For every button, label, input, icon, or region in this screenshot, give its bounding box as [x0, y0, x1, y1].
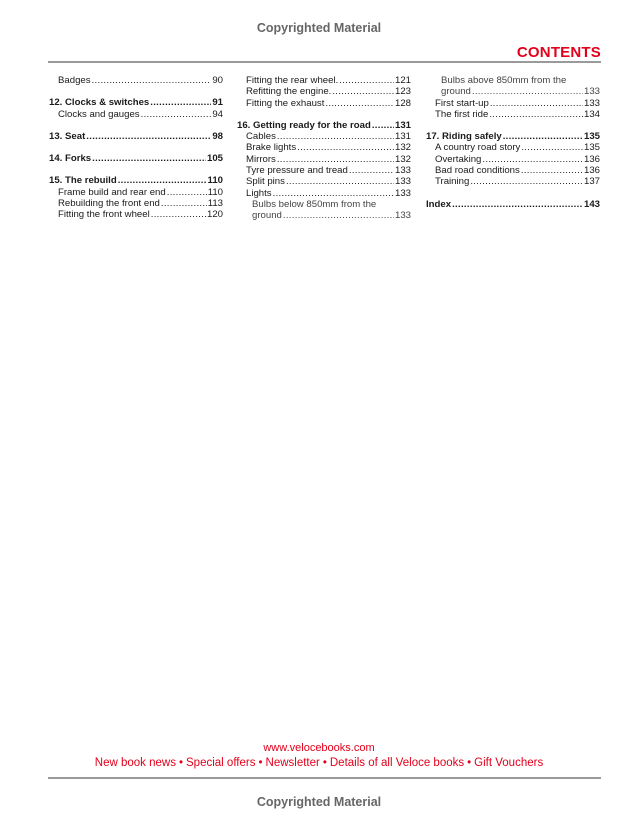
toc-entry-label: Rebuilding the front end: [58, 198, 160, 210]
dot-leader: [372, 120, 394, 131]
toc-page-number: 131: [394, 119, 411, 131]
toc-entry-label: Mirrors: [246, 153, 276, 165]
dot-leader: [332, 86, 394, 97]
dot-leader: [161, 198, 207, 209]
toc-page-number: 110: [207, 186, 223, 198]
toc-entry-label: Cables: [246, 131, 276, 143]
toc-page-number: 113: [207, 198, 223, 210]
toc-spacer: [49, 142, 223, 153]
dot-leader: [92, 153, 206, 164]
toc-entry-label: ground: [441, 86, 471, 98]
toc-page-number: 134: [583, 108, 600, 120]
toc-spacer: [49, 164, 223, 175]
toc-spacer: [426, 120, 600, 131]
bullet-separator: •: [178, 757, 184, 769]
toc-page-number: 131: [394, 131, 411, 143]
dot-leader: [167, 187, 207, 198]
dot-leader: [141, 109, 212, 120]
toc-page-number: 133: [394, 210, 411, 222]
toc-entry-label: Tyre pressure and tread: [246, 165, 348, 177]
toc-entry-label: Clocks and gauges: [58, 108, 140, 120]
toc-entry-label: 14. Forks: [49, 153, 92, 165]
toc-page-number: 120: [206, 209, 223, 221]
toc-page-number: 128: [394, 97, 411, 109]
toc-column-1: [49, 75, 223, 221]
toc-entry-label: A country road story: [435, 142, 521, 154]
bullet-separator: •: [258, 757, 263, 769]
toc-page-number: 143: [583, 198, 600, 210]
toc-spacer: [426, 188, 600, 199]
toc-spacer: [237, 109, 411, 120]
toc-entry-label: Lights: [246, 187, 272, 199]
toc-spacer: [49, 120, 223, 131]
toc-entry-label: ground: [252, 210, 282, 222]
toc-page-number: 123: [394, 86, 411, 98]
toc-section-entry[interactable]: [237, 142, 411, 153]
toc-entry-label: First start-up: [435, 97, 489, 109]
toc-section-entry[interactable]: [237, 210, 411, 221]
toc-spacer: [49, 86, 223, 97]
toc-page-number: 135: [583, 131, 600, 143]
dot-leader: [452, 199, 583, 210]
dot-leader: [277, 131, 394, 142]
toc-section-entry[interactable]: [426, 176, 600, 187]
toc-entry-label: Fitting the rear wheel.: [246, 75, 339, 86]
toc-page-number: 133: [394, 165, 411, 177]
toc-entry-label: Fitting the exhaust: [246, 97, 325, 109]
publisher-url[interactable]: www.velocebooks.com: [263, 742, 375, 754]
dot-leader: [273, 188, 394, 199]
toc-entry-label: Bad road conditions: [435, 165, 520, 177]
toc-entry-label: Brake lights: [246, 142, 297, 154]
toc-entry-label: 12. Clocks & switches: [49, 97, 150, 109]
dot-leader: [297, 142, 394, 153]
toc-entry-label: 15. The rebuild: [49, 175, 117, 187]
toc-section-entry[interactable]: [237, 86, 411, 97]
toc-page-number: 110: [207, 175, 223, 187]
dot-leader: [482, 154, 583, 165]
toc-page-number: 137: [583, 176, 600, 188]
toc-section-entry[interactable]: [237, 75, 411, 86]
toc-section-entry[interactable]: [237, 165, 411, 176]
toc-page-number: 133: [583, 97, 600, 109]
toc-page-number: 98: [212, 130, 223, 142]
toc-page-number: 133: [394, 176, 411, 188]
toc-section-entry[interactable]: [49, 109, 223, 120]
toc-section-entry[interactable]: [49, 75, 223, 86]
copyright-notice-bottom: Copyrighted Material: [256, 795, 382, 809]
dot-leader: [118, 175, 207, 186]
dot-leader: [150, 97, 211, 108]
header-divider: [48, 61, 601, 63]
toc-page-number: 105: [206, 153, 223, 165]
toc-section-entry[interactable]: [49, 198, 223, 209]
toc-column-3: [426, 75, 600, 210]
toc-chapter-entry[interactable]: [426, 131, 600, 142]
bullet-separator: •: [467, 757, 472, 769]
toc-section-entry[interactable]: [237, 176, 411, 187]
toc-chapter-entry[interactable]: [49, 131, 223, 142]
toc-entry-label: Bulbs above 850mm from the: [441, 75, 567, 86]
toc-section-entry[interactable]: [237, 154, 411, 165]
toc-entry-label: 17. Riding safely: [426, 131, 502, 143]
toc-section-entry[interactable]: [426, 165, 600, 176]
dot-leader: [490, 98, 583, 109]
toc-page-number: 135: [583, 142, 600, 154]
footer-links: [0, 757, 638, 769]
bullet-separator: •: [322, 757, 327, 769]
footer-divider: [48, 777, 601, 779]
toc-column-2: [237, 75, 411, 222]
toc-entry-label: 16. Getting ready for the road: [237, 119, 371, 131]
toc-section-entry[interactable]: [426, 142, 600, 153]
toc-page-number: 94: [212, 108, 223, 120]
dot-leader: [92, 75, 212, 86]
dot-leader: [86, 131, 211, 142]
toc-chapter-entry[interactable]: [426, 199, 600, 210]
toc-entry-label: The first ride: [435, 108, 489, 120]
toc-chapter-entry[interactable]: [49, 175, 223, 186]
toc-entry-label: Overtaking: [435, 153, 482, 165]
toc-page-number: 132: [394, 153, 411, 165]
toc-entry-label: Training: [435, 176, 470, 188]
dot-leader: [349, 165, 394, 176]
footer-link[interactable]: Details of all Veloce books: [329, 757, 465, 769]
toc-section-entry[interactable]: [237, 131, 411, 142]
dot-leader: [470, 176, 583, 187]
toc-section-entry[interactable]: [426, 109, 600, 120]
toc-page-number: 132: [394, 142, 411, 154]
dot-leader: [325, 98, 394, 109]
dot-leader: [472, 86, 583, 97]
dot-leader: [339, 75, 394, 86]
footer-link[interactable]: Gift Vouchers: [474, 757, 544, 769]
dot-leader: [503, 131, 583, 142]
toc-section-entry[interactable]: [426, 86, 600, 97]
toc-entry-label: Badges: [58, 75, 91, 86]
toc-entry-label: Index: [426, 198, 452, 210]
toc-page-number: 91: [212, 97, 223, 109]
dot-leader: [521, 142, 583, 153]
copyright-notice-top: Copyrighted Material: [256, 21, 382, 35]
dot-leader: [521, 165, 583, 176]
dot-leader: [283, 210, 394, 221]
toc-entry-label: Frame build and rear end: [58, 186, 166, 198]
toc-section-entry[interactable]: [237, 188, 411, 199]
toc-entry-label: Bulbs below 850mm from the: [252, 198, 377, 210]
toc-page-number: 133: [394, 187, 411, 199]
dot-leader: [489, 109, 583, 120]
toc-chapter-entry[interactable]: [49, 153, 223, 164]
toc-page-number: 136: [583, 165, 600, 177]
dot-leader: [151, 209, 206, 220]
footer-link[interactable]: New book news: [94, 757, 176, 769]
toc-section-entry[interactable]: [426, 98, 600, 109]
toc-page-number: 121: [394, 75, 411, 86]
toc-page-number: 136: [583, 153, 600, 165]
toc-section-entry[interactable]: [426, 154, 600, 165]
page-title: CONTENTS: [516, 44, 601, 61]
toc-chapter-entry[interactable]: [237, 120, 411, 131]
toc-entry-label: Refitting the engine.: [246, 86, 332, 98]
toc-chapter-entry[interactable]: [49, 97, 223, 108]
dot-leader: [286, 176, 394, 187]
toc-entry-label: 13. Seat: [49, 130, 86, 142]
toc-section-entry[interactable]: [49, 209, 223, 220]
dot-leader: [277, 154, 394, 165]
toc-section-entry[interactable]: [49, 187, 223, 198]
footer-link[interactable]: Special offers: [186, 757, 256, 769]
toc-section-entry[interactable]: [237, 98, 411, 109]
toc-page-number: 90: [212, 75, 223, 86]
toc-entry-label: Split pins: [246, 176, 285, 188]
toc-entry-label: Fitting the front wheel: [58, 209, 150, 221]
footer-link[interactable]: Newsletter: [265, 757, 320, 769]
toc-page-number: 133: [583, 86, 600, 98]
